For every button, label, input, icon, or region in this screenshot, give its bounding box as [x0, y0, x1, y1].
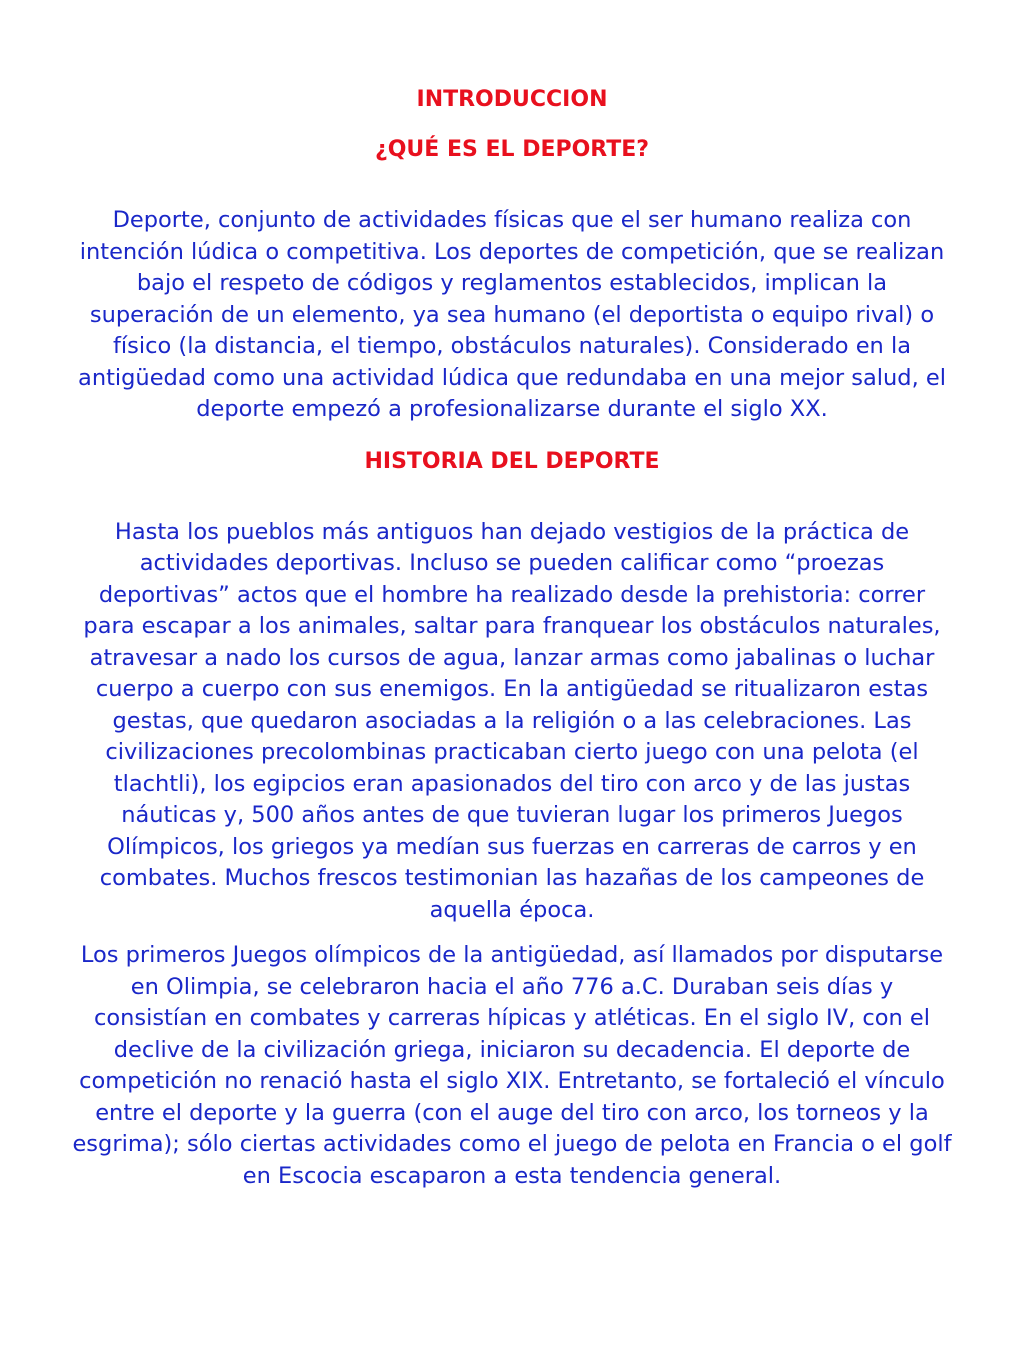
heading-introduccion: INTRODUCCION [416, 87, 608, 112]
heading-que-es-el-deporte: ¿QUÉ ES EL DEPORTE? [374, 137, 650, 162]
heading-historia-del-deporte: HISTORIA DEL DEPORTE [364, 448, 660, 474]
paragraph-history: Hasta los pueblos más antiguos han dejado vestigios de la práctica de actividades deportivas. Incluso se pueden calificar como “proezas deportivas” actos que el hombre ha realizado desde la prehistoria: correr para escapar a los animales, saltar para franquear los obstáculos naturales, atravesar a nado los cursos de agua, lanzar armas como jabalinas o luchar cuerpo a cuerpo con sus enemigos. En la antigüedad se ritualizaron estas gestas, que quedaron asociadas a la religión o a las celebraciones. Las civilizaciones precolombinas practicaban cierto juego con una pelota (el tlachtli), los egipcios eran apasionados del tiro con arco y de las justas náuticas y, 500 años antes de que tuvieran lugar los primeros Juegos Olímpicos, los griegos ya medían sus fuerzas en carreras de carros y en combates. Muchos frescos testimonian las hazañas de los campeones de aquella época. [83, 518, 941, 923]
paragraph-definition: Deporte, conjunto de actividades físicas que el ser humano realiza con intención lúdica o competitiva. Los deportes de competición, que se realizan bajo el respeto de códigos y reglamentos establecidos, implican la superación de un elemento, ya sea humano (el deportista o equipo rival) o físico (la distancia, el tiempo, obstáculos naturales). Considerado en la antigüedad como una actividad lúdica que redundaba en una mejor salud, el deporte empezó a profesionalizarse durante el siglo XX. [78, 207, 946, 422]
document-page [72, 86, 952, 1192]
paragraph-olympics: Los primeros Juegos olímpicos de la antigüedad, así llamados por disputarse en Olimpia, se celebraron hacia el año 776 a.C. Duraban seis días y consistían en combates y carreras hípicas y atléticas. En el siglo IV, con el declive de la civilización griega, iniciaron su decadencia. El deporte de competición no renació hasta el siglo XIX. Entretanto, se fortaleció el vínculo entre el deporte y la guerra (con el auge del tiro con arco, los torneos y la esgrima); sólo ciertas actividades como el juego de pelota en Francia o el golf en Escocia escaparon a esta tendencia general. [72, 942, 952, 1189]
